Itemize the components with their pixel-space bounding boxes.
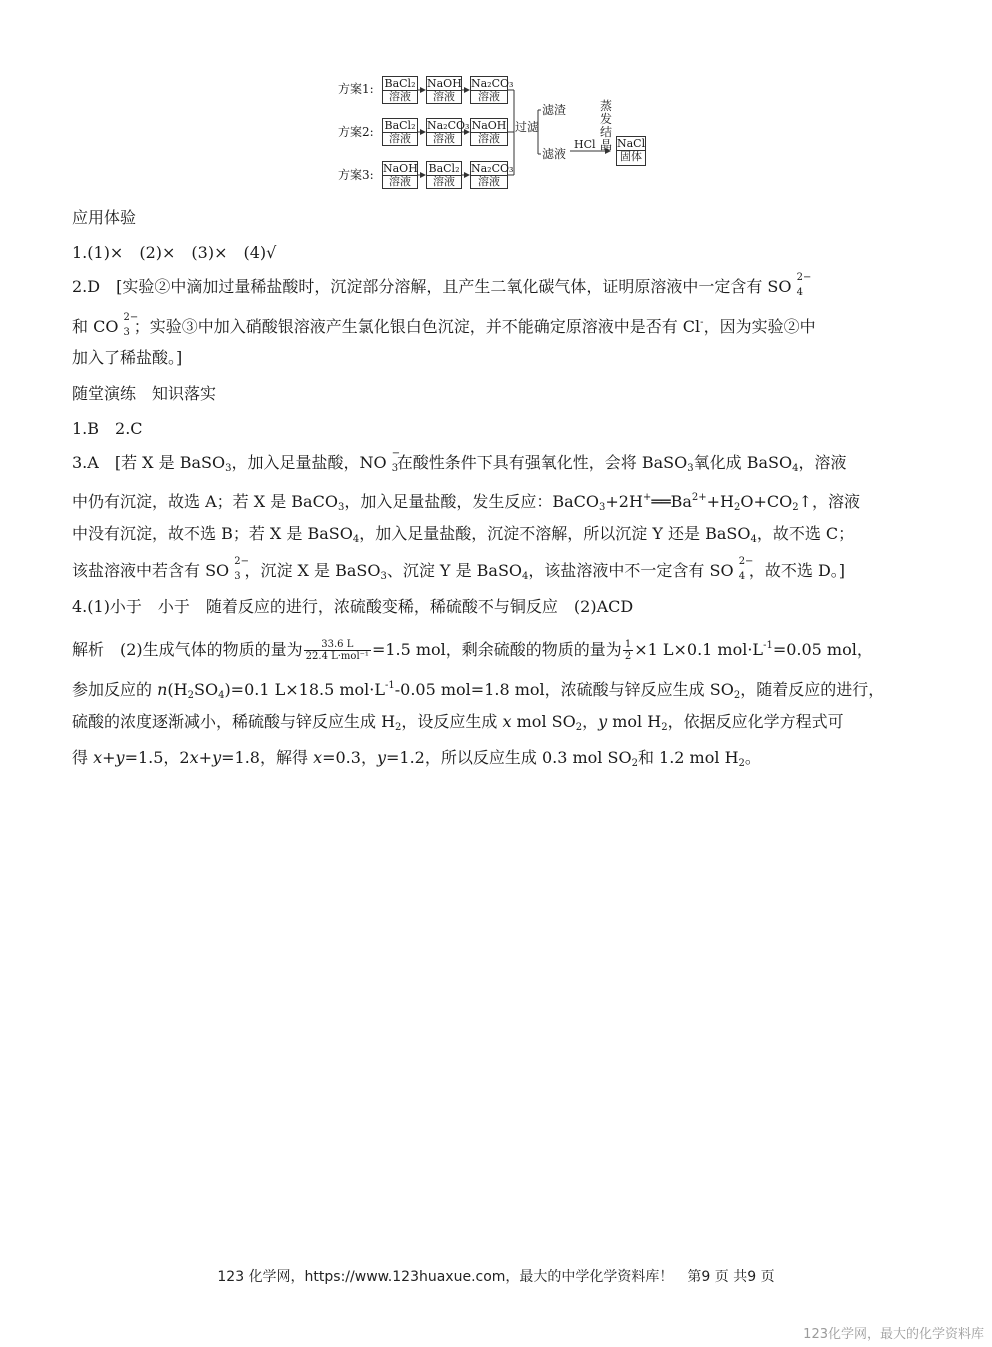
- answer-line: 中没有沉淀，故不选 B；若 X 是 BaSO$_4$，加入足量盐酸，沉淀不溶解，所以沉淀 Y 还是 BaSO$_4$，故不选 C；: [72, 524, 855, 545]
- reagent-box: NaOH 溶液: [427, 77, 462, 103]
- answer-line: 加入了稀盐酸。]: [72, 348, 183, 367]
- analysis-line: 参加反应的 $n(H_2SO_4)=0.1$ L×18.5 $mol\cdot L^{-1}-0.05$ mol=1.8 mol，浓硫酸与锌反应生成 $SO_2$，随着反应的进行，: [72, 680, 885, 701]
- answer-line: 4.(1)小于 小于 随着反应的进行，浓硫酸变稀，稀硫酸不与铜反应 (2)ACD: [72, 597, 634, 616]
- analysis-line: 解析 (2)生成气体的物质的量为 $\frac{33.6 L}{\text{22.4 L·mol⁻¹}}$ =1.5 mol，剩余硫酸的物质的量为 $\frac{1}{2}$ ×1 L×0.1 $mol\cdot L^{-1}=0.05$ mol，: [72, 639, 873, 662]
- analysis-line: 硫酸的浓度逐渐减小，稀硫酸与锌反应生成 $H_2$，设反应生成 x mol $SO_2$，y mol $H_2$，依据反应化学方程式可: [72, 712, 844, 733]
- watermark: 123化学网，最大的化学资料库: [803, 1327, 984, 1342]
- answer-line: 1.B 2.C: [72, 419, 143, 438]
- reagent-box: NaOH 溶液: [471, 119, 507, 145]
- scheme-2-label: 方案2:: [338, 125, 374, 139]
- reagent-box: Na₂CO₃ 溶液: [471, 162, 514, 188]
- reagent-box: NaOH 溶液: [383, 162, 418, 188]
- reagent-box: BaCl₂ 溶液: [382, 76, 418, 104]
- filtrate-label: 滤液: [542, 147, 567, 161]
- reagent-box: Na₂CO₃ 溶液: [471, 77, 514, 103]
- flow-diagram: [338, 70, 658, 195]
- answer-line: 1.(1)× (2)× (3)× (4)√: [72, 243, 277, 262]
- hcl-label: HCl: [574, 138, 596, 151]
- scheme-1-label: 方案1:: [338, 82, 374, 96]
- answer-line: 2.D [实验②中滴加过量稀盐酸时，沉淀部分溶解，且产生二氧化碳气体，证明原溶液中一定含有 SO 2− 4: [72, 272, 812, 298]
- product-box: NaCl 固体: [616, 136, 646, 166]
- residue-label: 滤渣: [542, 103, 567, 117]
- answer-line: 和 CO 2− 3 ；实验③中加入硝酸银溶液产生氯化银白色沉淀，并不能确定原溶液中是否有 Cl-，因为实验②中: [72, 312, 816, 338]
- fraction: $\frac{1}{2}$: [624, 639, 632, 662]
- reagent-box: BaCl₂ 溶液: [426, 161, 462, 189]
- page-footer: 123 化学网，https://www.123huaxue.com，最大的中学化学资料库！ 第9 页 共9 页: [217, 1269, 775, 1285]
- answer-line: 该盐溶液中若含有 SO 2− 3 ，沉淀 X 是 BaSO$_3$、沉淀 Y 是 BaSO$_4$，该盐溶液中不一定含有 SO 2− 4 ，故不选 D。]: [72, 556, 846, 582]
- answer-line: 中仍有沉淀，故选 A；若 X 是 BaCO$_3$，加入足量盐酸，发生反应：$BaCO_3+2H^+══Ba^{2+}+H_2O+CO_2↑$，溶液: [72, 492, 861, 513]
- evaporate-label: 蒸发结晶: [600, 99, 613, 152]
- answer-line: 3.A [若 X 是 BaSO$_3$，加入足量盐酸，NO − 3 在酸性条件下具有强氧化性，会将 BaSO$_3$氧化成 BaSO$_4$，溶液: [72, 448, 847, 474]
- reagent-box: Na₂CO₃ 溶液: [427, 119, 470, 145]
- filter-label: 过滤: [515, 120, 540, 134]
- scheme-3-label: 方案3:: [338, 168, 374, 182]
- fraction: $\frac{33.6 L}{\text{22.4 L·mol⁻¹}}$: [305, 639, 369, 662]
- section-heading: 应用体验: [72, 208, 137, 227]
- analysis-line: 得 x+y=1.5，2x+y=1.8，解得 x=0.3，y=1.2，所以反应生成 0.3 mol $SO_2$和 1.2 mol $H_2$。: [72, 748, 761, 769]
- section-heading: 随堂演练 知识落实: [72, 384, 217, 403]
- reagent-box: BaCl₂ 溶液: [382, 118, 418, 146]
